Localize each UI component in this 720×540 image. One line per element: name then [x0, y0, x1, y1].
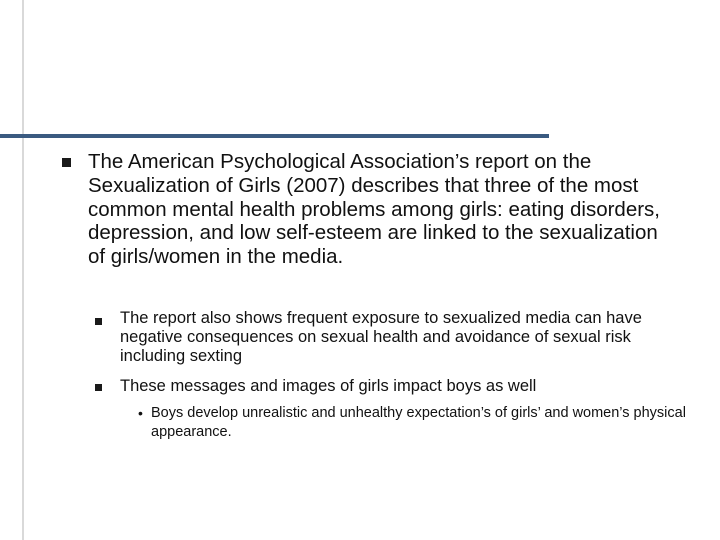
vertical-rule [22, 0, 24, 540]
bullet-sub-text: The report also shows frequent exposure to sexualized media can have negative consequences on sexual health and avoidance of sexual risk including sexting [120, 309, 642, 365]
bullet-sub-text: These messages and images of girls impact boys as well [120, 377, 537, 395]
bullet-marker-square-icon [95, 318, 102, 325]
bullet-subsub-text: Boys develop unrealistic and unhealthy expectation’s of girls’ and women’s physical appearance. [151, 405, 686, 440]
bullet-marker-square-icon [62, 158, 71, 167]
title-divider-bar [0, 134, 549, 138]
bullet-marker-dot-icon: • [138, 405, 143, 421]
bullet-marker-square-icon [95, 384, 102, 391]
bullet-main-text: The American Psychological Association’s report on the Sexualization of Girls (2007) describes that three of the most common mental health problems among girls: eating disorders, depression, and low self-esteem are linked to the sexualization of girls/women in the media. [88, 150, 660, 269]
